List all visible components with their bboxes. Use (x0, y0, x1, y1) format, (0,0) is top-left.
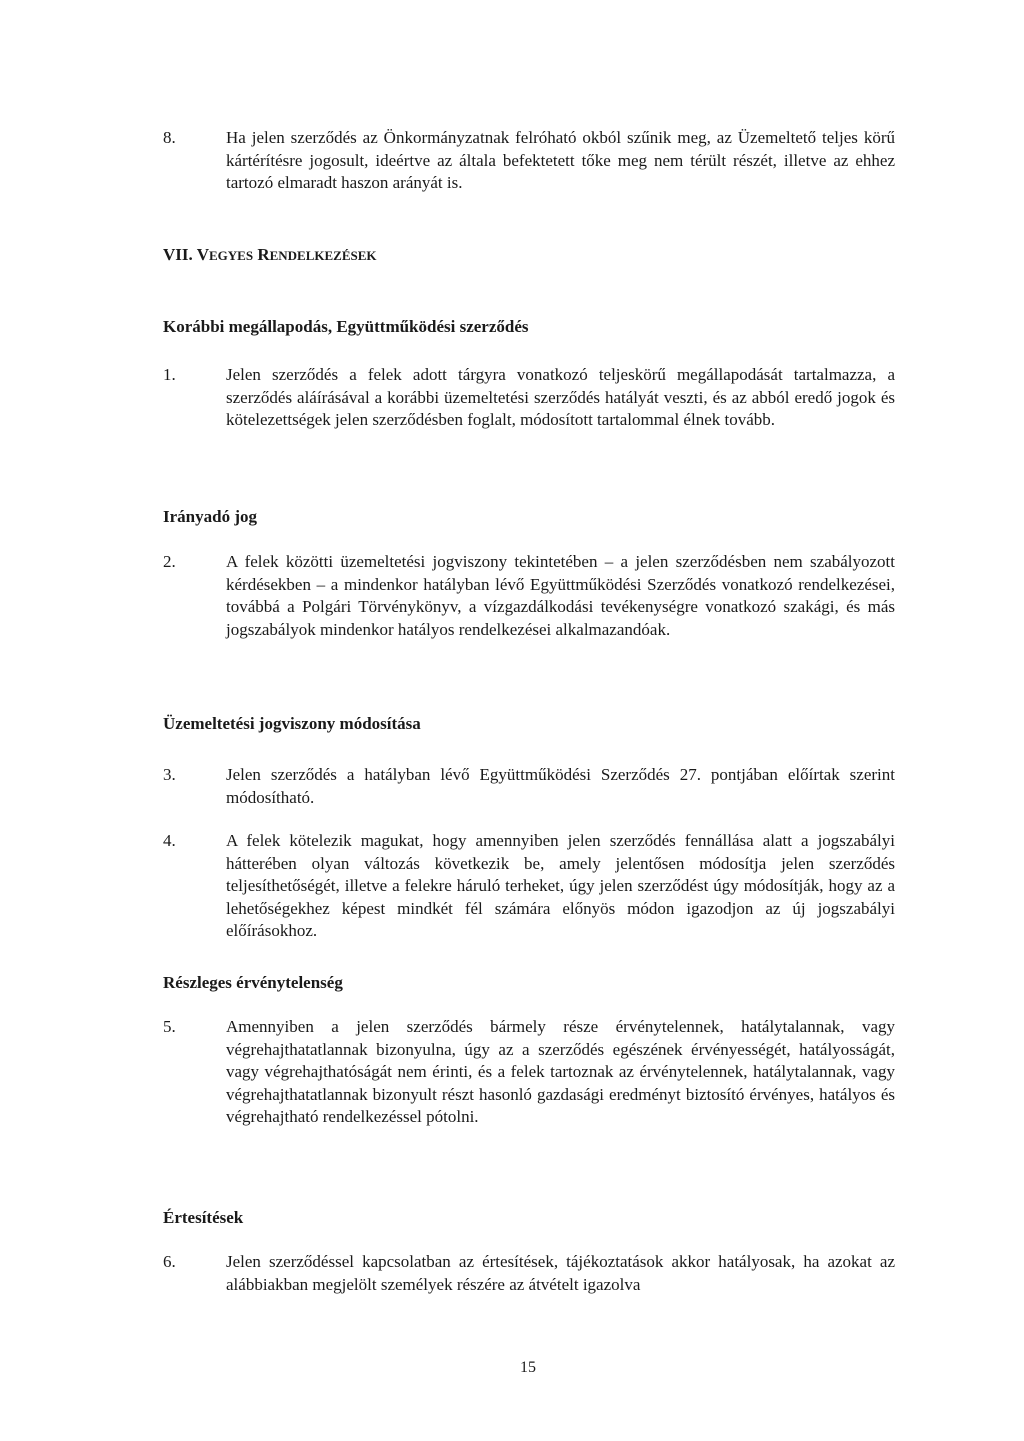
paragraph-number: 3. (163, 765, 176, 784)
paragraph-text: Jelen szerződéssel kapcsolatban az értesítések, tájékoztatások akkor hatályosak, ha azokat az alábbiakban megjelölt személyek részére az átvételt igazolva (226, 1252, 895, 1294)
paragraph-text: Jelen szerződés a felek adott tárgyra vonatkozó teljeskörű megállapodását tartalmazza, a szerződés aláírásával a korábbi üzemeltetési szerződés hatályát veszti, és az abból eredő jogok és kötelezettségek jelen szerződésben foglalt, módosított tartalommal élnek tovább. (226, 365, 895, 429)
section-heading-previous-agreement: Korábbi megállapodás, Együttműködési szerződés (163, 317, 529, 336)
paragraph-4 (163, 830, 895, 943)
paragraph-1 (163, 364, 895, 432)
paragraph-number: 8. (163, 128, 176, 147)
paragraph-number: 4. (163, 831, 176, 850)
section-heading-partial-invalidity: Részleges érvénytelenség (163, 973, 343, 992)
paragraph-number: 1. (163, 365, 176, 384)
paragraph-8 (163, 127, 895, 195)
paragraph-text: A felek közötti üzemeltetési jogviszony tekintetében – a jelen szerződésben nem szabályozott kérdésekben – a mindenkor hatályban lévő Együttműködési Szerződés vonatkozó rendelkezései, továbbá a Polgári Törvénykönyv, a vízgazdálkodási tevékenységre vonatkozó szakági, és más jogszabályok mindenkor hatályos rendelkezései alkalmazandóak. (226, 552, 895, 639)
paragraph-2 (163, 551, 895, 641)
paragraph-text: Amennyiben a jelen szerződés bármely része érvénytelennek, hatálytalannak, vagy végrehajthatatlannak bizonyulna, úgy az a szerződés egészének érvényességét, hatályosságát, vagy végrehajthatóságát nem érinti, és a felek tartoznak az érvénytelennek, hatálytalannak, vagy végrehajthatatlannak bizonyult részt hasonló gazdasági eredményt biztosító érvényes, hatályos és végrehajtható rendelkezéssel pótolni. (226, 1017, 895, 1126)
paragraph-number: 5. (163, 1017, 176, 1036)
paragraph-number: 6. (163, 1252, 176, 1271)
paragraph-text: A felek kötelezik magukat, hogy amennyiben jelen szerződés fennállása alatt a jogszabályi hátterében olyan változás következik be, amely jelentősen módosítja jelen szerződés teljesíthetőségét, illetve a felekre háruló terheket, úgy jelen szerződést úgy módosítják, hogy az a lehetőségekhez képest mindkét fél számára előnyös módon igazodjon az új jogszabályi előírásokhoz. (226, 831, 895, 940)
section-heading-modification: Üzemeltetési jogviszony módosítása (163, 714, 421, 733)
chapter-roman: VII. (163, 245, 193, 264)
section-heading-notices: Értesítések (163, 1208, 244, 1227)
paragraph-3 (163, 764, 895, 809)
section-heading-governing-law: Irányadó jog (163, 507, 257, 526)
paragraph-number: 2. (163, 552, 176, 571)
paragraph-6 (163, 1251, 895, 1296)
paragraph-text: Ha jelen szerződés az Önkormányzatnak felróható okból szűnik meg, az Üzemeltető teljes körű kártérítésre jogosult, ideértve az általa befektetett tőke meg nem térült részét, illetve az ehhez tartozó elmaradt haszon arányát is. (226, 128, 895, 192)
paragraph-text: Jelen szerződés a hatályban lévő Együttműködési Szerződés 27. pontjában előírtak szerint módosítható. (226, 765, 895, 807)
page-number: 15 (520, 1359, 536, 1376)
chapter-heading: VII. VEGYES RENDELKEZÉSEK (163, 245, 377, 264)
paragraph-5 (163, 1016, 895, 1129)
